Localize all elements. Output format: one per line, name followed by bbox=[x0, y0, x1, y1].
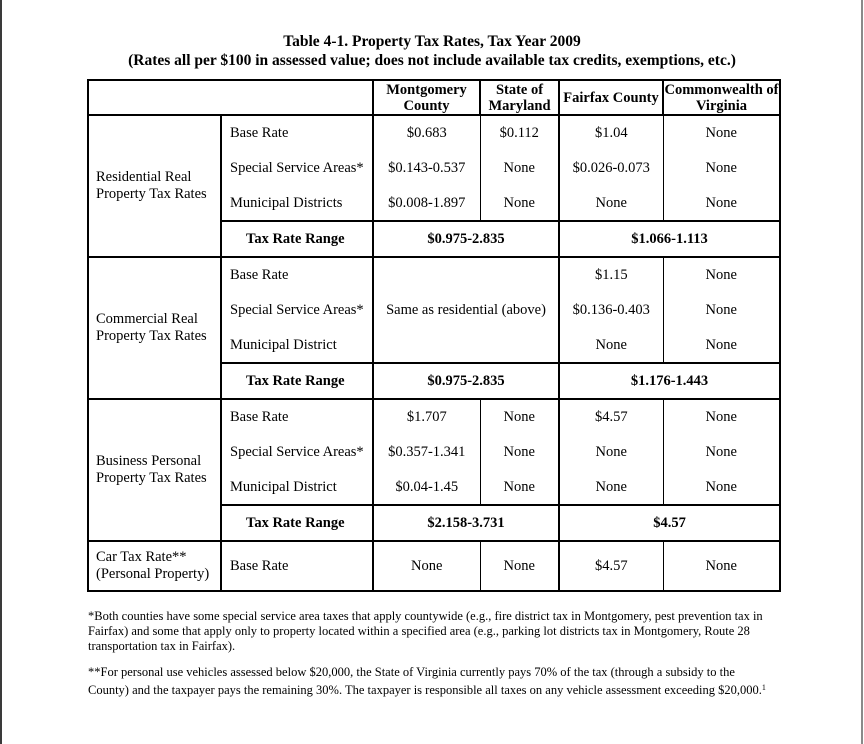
row-label: Base Rate bbox=[230, 409, 289, 425]
cell-fairfax: $1.15 bbox=[559, 257, 663, 293]
cell-virginia: None bbox=[663, 328, 780, 363]
range-label: Tax Rate Range bbox=[221, 363, 373, 399]
header-blank bbox=[88, 80, 373, 115]
row-label: Municipal District bbox=[230, 478, 337, 495]
range-maryland: $0.975-2.835 bbox=[373, 221, 559, 257]
cell-fairfax: None bbox=[559, 435, 663, 470]
row-label: Municipal District bbox=[230, 336, 337, 353]
cell-montgomery: $0.357-1.341 bbox=[373, 435, 480, 470]
page-right-edge bbox=[861, 0, 863, 744]
range-label: Tax Rate Range bbox=[221, 505, 373, 541]
row-label: Special Service Areas* bbox=[230, 444, 364, 460]
footnote-car-tax bbox=[88, 665, 778, 698]
cell-virginia: None bbox=[663, 257, 780, 293]
header-fairfax: Fairfax County bbox=[559, 80, 663, 115]
cell-maryland: None bbox=[480, 151, 559, 186]
page-left-edge bbox=[0, 0, 2, 744]
cell-montgomery: $1.707 bbox=[373, 399, 480, 435]
cell-montgomery: $0.683 bbox=[373, 115, 480, 151]
cell-fairfax: $0.136-0.403 bbox=[559, 293, 663, 328]
table-row bbox=[88, 257, 780, 293]
category-commercial: Commercial Real Property Tax Rates bbox=[88, 257, 221, 399]
cell-virginia: None bbox=[663, 399, 780, 435]
cell-maryland: None bbox=[480, 399, 559, 435]
cell-montgomery: None bbox=[373, 541, 480, 591]
cell-montgomery: $0.143-0.537 bbox=[373, 151, 480, 186]
cell-virginia: None bbox=[663, 115, 780, 151]
category-residential: Residential Real Property Tax Rates bbox=[88, 115, 221, 257]
row-label: Base Rate bbox=[230, 267, 289, 283]
header-virginia: Commonwealth of Virginia bbox=[664, 81, 779, 114]
row-label: Special Service Areas* bbox=[230, 160, 364, 176]
category-business: Business Personal Property Tax Rates bbox=[88, 399, 221, 541]
table-title: Table 4-1. Property Tax Rates, Tax Year 2009 bbox=[283, 33, 581, 50]
cell-montgomery: $0.04-1.45 bbox=[373, 470, 480, 505]
same-as-residential: Same as residential (above) bbox=[373, 257, 559, 363]
header-row bbox=[88, 80, 780, 115]
cell-fairfax: None bbox=[559, 186, 663, 221]
cell-virginia: None bbox=[663, 186, 780, 221]
cell-fairfax: $0.026-0.073 bbox=[559, 151, 663, 186]
footnote-special-service: *Both counties have some special service area taxes that apply countywide (e.g., fire district tax in Montgomery, pest prevention tax in Fairfax) and some that apply only to property located within a specified area (e.g., parking lot districts tax in Montgomery, Route 28 transportation tax in Fairfax). bbox=[88, 609, 763, 653]
row-label: Special Service Areas* bbox=[230, 302, 364, 318]
range-maryland: $0.975-2.835 bbox=[373, 363, 559, 399]
range-maryland: $2.158-3.731 bbox=[373, 505, 559, 541]
footnote-ref: 1 bbox=[761, 683, 766, 692]
category-car-line1: Car Tax Rate** bbox=[96, 549, 187, 565]
cell-fairfax: $4.57 bbox=[559, 541, 663, 591]
row-label: Base Rate bbox=[221, 541, 373, 591]
cell-virginia: None bbox=[663, 293, 780, 328]
footnote-car-tax-text: **For personal use vehicles assessed below $20,000, the State of Virginia currently pays 70% of the tax (through a subsidy to the County) and the taxpayer pays the remaining 30%. The taxpayer is responsible all taxes on any vehicle assessment exceeding $20,000. bbox=[88, 665, 762, 697]
cell-virginia: None bbox=[663, 541, 780, 591]
table-row bbox=[88, 541, 780, 591]
cell-maryland: None bbox=[480, 541, 559, 591]
property-tax-table bbox=[87, 79, 781, 592]
category-car-line2: (Personal Property) bbox=[96, 566, 210, 582]
table-subtitle: (Rates all per $100 in assessed value; does not include available tax credits, exemptions, etc.) bbox=[128, 52, 736, 69]
cell-virginia: None bbox=[663, 151, 780, 186]
header-montgomery: Montgomery County bbox=[373, 80, 480, 115]
cell-fairfax: None bbox=[559, 470, 663, 505]
row-label: Base Rate bbox=[230, 125, 289, 141]
category-car bbox=[88, 541, 221, 591]
table-row bbox=[88, 399, 780, 435]
cell-virginia: None bbox=[663, 435, 780, 470]
cell-maryland: $0.112 bbox=[480, 115, 559, 151]
cell-maryland: None bbox=[480, 186, 559, 221]
range-virginia: $4.57 bbox=[559, 505, 780, 541]
cell-maryland: None bbox=[480, 470, 559, 505]
range-virginia: $1.176-1.443 bbox=[559, 363, 780, 399]
range-virginia: $1.066-1.113 bbox=[559, 221, 780, 257]
cell-fairfax: None bbox=[559, 328, 663, 363]
cell-fairfax: $1.04 bbox=[559, 115, 663, 151]
range-label: Tax Rate Range bbox=[221, 221, 373, 257]
header-maryland: State of Maryland bbox=[480, 80, 559, 115]
row-label: Municipal Districts bbox=[230, 194, 343, 211]
cell-montgomery: $0.008-1.897 bbox=[373, 186, 480, 221]
cell-maryland: None bbox=[480, 435, 559, 470]
table-row bbox=[88, 115, 780, 151]
cell-fairfax: $4.57 bbox=[559, 399, 663, 435]
cell-virginia: None bbox=[663, 470, 780, 505]
